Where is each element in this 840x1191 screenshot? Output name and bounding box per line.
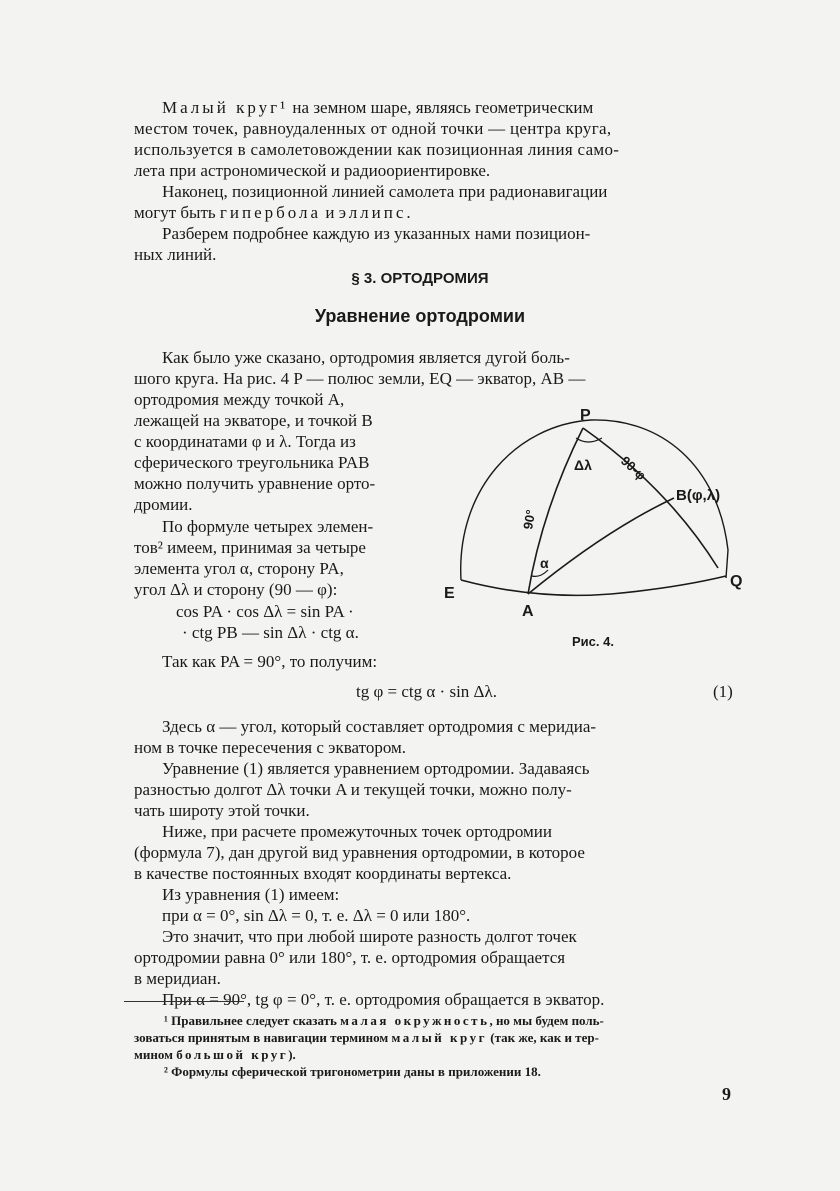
body-line-3: ортодромия между точкой A, — [134, 390, 345, 409]
intro-line-6: могут быть гипербола и эллипс. — [134, 203, 414, 222]
intro-line-1: Малый круг¹ на земном шаре, являясь геометрическим — [162, 98, 594, 117]
term-ellipse: эллипс. — [338, 203, 414, 222]
body-line-14: Здесь α — угол, который составляет ортодромия с меридиа- — [162, 717, 597, 736]
body-line-27: При α = 90°, tg φ = 0°, т. е. ортодромия обращается в экватор. — [162, 990, 605, 1009]
section-heading: § 3. ОРТОДРОМИЯ — [351, 270, 489, 287]
body-line-19: Ниже, при расчете промежуточных точек ортодромии — [162, 822, 553, 841]
body-line-21: в качестве постоянных входят координаты вертекса. — [134, 864, 512, 883]
equation-number: (1) — [713, 682, 733, 701]
section-subheading: Уравнение ортодромии — [314, 306, 526, 326]
intro-line-2: местом точек, равноудаленных от одной точки — центра круга, — [134, 119, 612, 138]
page-number: 9 — [722, 1084, 731, 1104]
label-point-a: A — [522, 603, 534, 620]
body-line-18: чать широту этой точки. — [134, 801, 310, 820]
footnote-1-line-3: мином большой круг). — [134, 1047, 296, 1062]
label-point-e: E — [444, 585, 455, 602]
intro-line-8: ных линий. — [134, 245, 217, 264]
label-point-q: Q — [730, 573, 743, 590]
body-line-5: с координатами φ и λ. Тогда из — [134, 432, 356, 451]
formula-line-1: cos PA · cos Δλ = sin PA · — [176, 602, 354, 621]
label-delta-lambda: Δλ — [574, 457, 592, 473]
footnote-1-line-2: зоваться принятым в навигации термином малый круг (так же, как и тер- — [134, 1030, 599, 1045]
orthodrome-ab — [528, 498, 674, 594]
term-hyperbola: гипербола — [219, 203, 322, 222]
body-line-13: Так как PA = 90°, то получим: — [162, 652, 378, 671]
equation-1: tg φ = ctg α · sin Δλ. — [356, 682, 497, 701]
footnote-divider — [124, 1001, 244, 1002]
body-line-1: Как было уже сказано, ортодромия является дугой боль- — [162, 348, 570, 367]
body-line-4: лежащей на экваторе, и точкой B — [134, 411, 373, 430]
body-line-11: элемента угол α, сторону PA, — [134, 559, 344, 578]
body-line-20: (формула 7), дан другой вид уравнения ортодромии, в которое — [134, 843, 585, 862]
footnote-2: ² Формулы сферической тригонометрии даны в приложении 18. — [164, 1064, 541, 1079]
formula-line-2: · ctg PB — sin Δλ · ctg α. — [182, 623, 359, 642]
figure-caption: Рис. 4. — [572, 634, 614, 649]
body-line-8: дромии. — [134, 495, 193, 514]
body-line-7: можно получить уравнение орто- — [134, 474, 376, 493]
label-alpha: α — [540, 555, 549, 571]
label-pole: P — [580, 407, 591, 424]
body-line-22: Из уравнения (1) имеем: — [162, 885, 340, 904]
label-point-b: B(φ,λ) — [676, 487, 721, 504]
body-line-9: По формуле четырех элемен- — [162, 517, 374, 536]
body-line-2: шого круга. На рис. 4 P — полюс земли, EQ — экватор, AB — — [134, 369, 586, 388]
term-small-circle: Малый круг¹ — [162, 98, 289, 117]
label-90-minus-phi: 90-φ — [617, 453, 649, 484]
intro-line-4: лета при астрономической и радиоориентировке. — [134, 161, 491, 180]
body-line-10: тов² имеем, принимая за четыре — [134, 538, 366, 557]
footnote-1-line-1: ¹ Правильнее следует сказать малая окружность, но мы будем поль- — [164, 1013, 604, 1028]
intro-line-7: Разберем подробнее каждую из указанных нами позицион- — [162, 224, 591, 243]
body-line-6: сферического треугольника PAB — [134, 453, 370, 472]
equator-line — [461, 576, 726, 595]
body-line-23: при α = 0°, sin Δλ = 0, т. е. Δλ = 0 или 180°. — [162, 906, 471, 925]
body-line-15: ном в точке пересечения с экватором. — [134, 738, 406, 757]
body-line-24: Это значит, что при любой широте разность долгот точек — [162, 927, 577, 946]
body-line-12: угол Δλ и сторону (90 — φ): — [134, 580, 338, 599]
body-line-26: в меридиан. — [134, 969, 221, 988]
body-line-16: Уравнение (1) является уравнением ортодромии. Задаваясь — [162, 759, 590, 778]
body-line-25: ортодромии равна 0° или 180°, т. е. ортодромия обращается — [134, 948, 566, 967]
intro-line-5: Наконец, позиционной линией самолета при радионавигации — [162, 182, 608, 201]
intro-line-3: используется в самолетовождении как позиционная линия само- — [134, 140, 620, 159]
label-90-degrees: 90° — [520, 508, 539, 531]
figure-4-sphere-diagram — [436, 400, 756, 620]
body-line-17: разностью долгот Δλ точки A и текущей точки, можно полу- — [134, 780, 572, 799]
